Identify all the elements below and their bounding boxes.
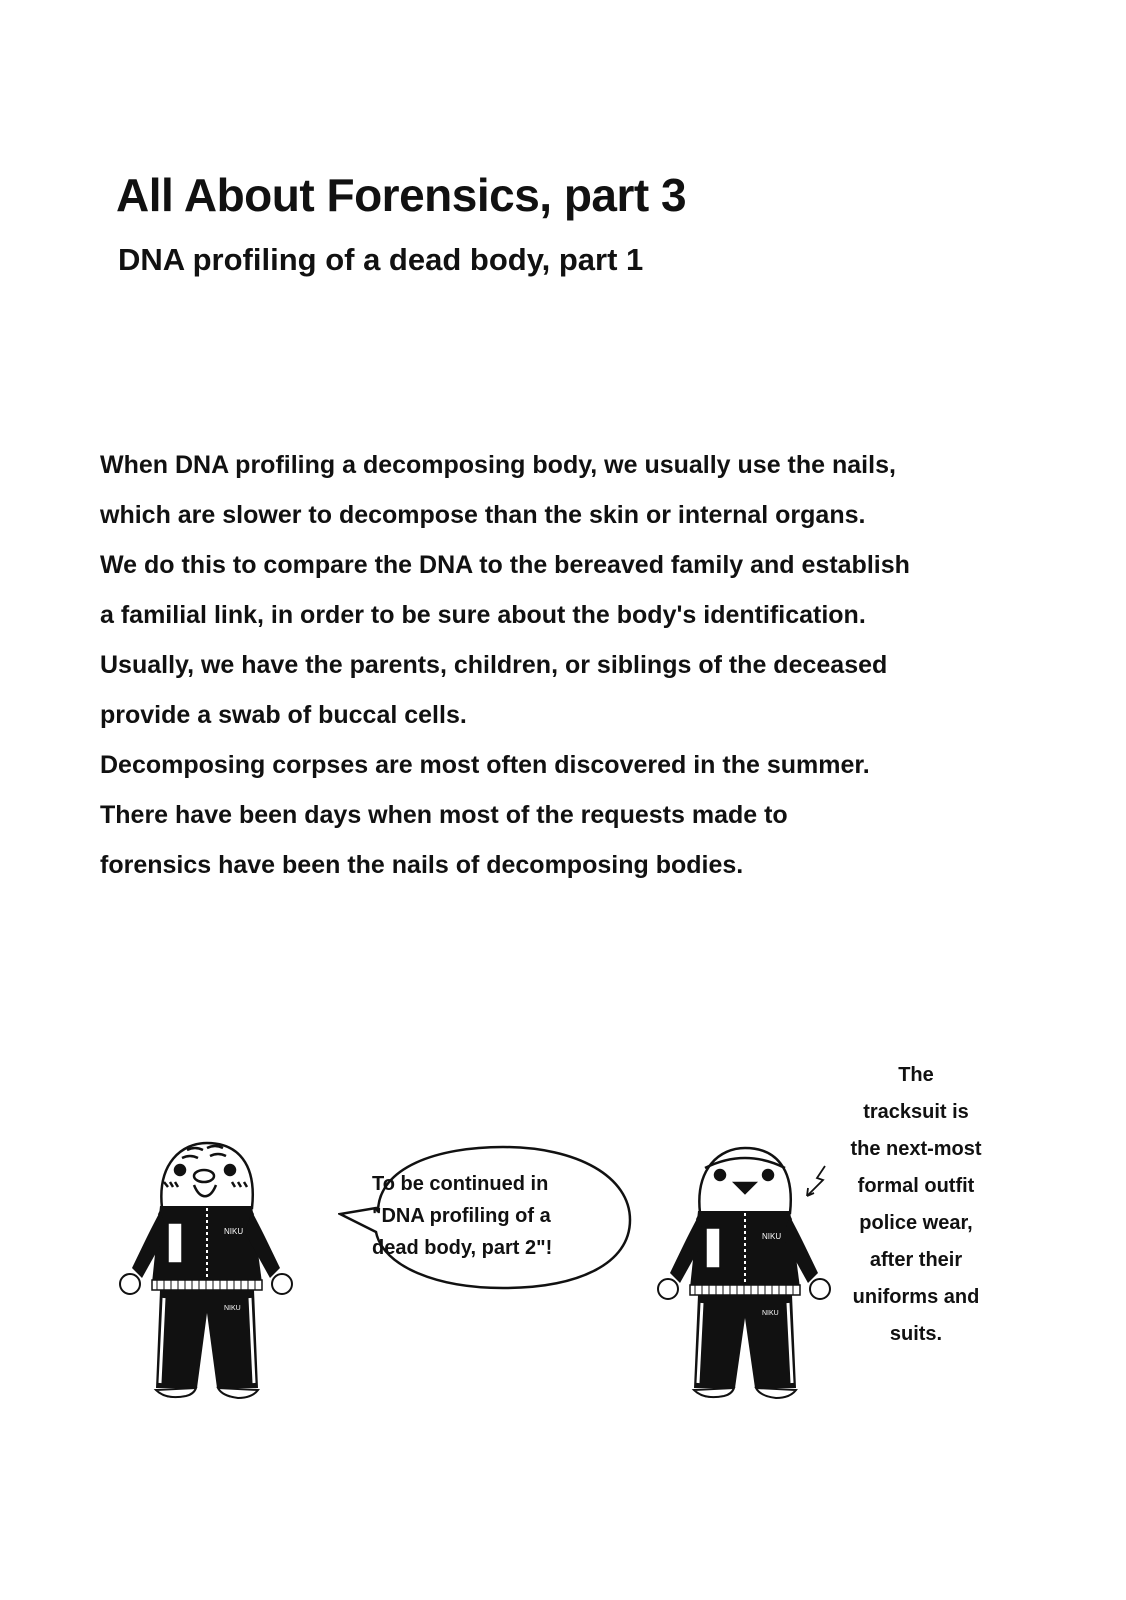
side-note-line: uniforms and (852, 1286, 980, 1308)
body-line: Decomposing corpses are most often discovered in the summer. (100, 751, 870, 779)
page-subtitle: DNA profiling of a dead body, part 1 (118, 242, 644, 277)
right-pants-logo: NIKU (762, 1310, 779, 1317)
body-line: There have been days when most of the requests made to (100, 801, 788, 829)
body-line: When DNA profiling a decomposing body, we usually use the nails, (100, 451, 896, 479)
side-note-line: The (898, 1064, 934, 1086)
speech-line: To be continued in (372, 1173, 549, 1195)
body-line: forensics have been the nails of decomposing bodies. (100, 851, 744, 879)
left-pants-logo: NIKU (224, 1305, 241, 1312)
pointer-arrow-icon (795, 1160, 835, 1200)
left-budgie-character (112, 1138, 302, 1408)
body-line: a familial link, in order to be sure about the body's identification. (100, 601, 866, 629)
side-note (836, 1057, 996, 1353)
body-line: We do this to compare the DNA to the bereaved family and establish (100, 551, 910, 579)
side-note-line: formal outfit (857, 1175, 975, 1197)
right-jacket-logo: NIKU (762, 1232, 782, 1241)
body-paragraph (100, 440, 1030, 890)
left-jacket-logo: NIKU (224, 1227, 244, 1236)
side-note-line: after their (869, 1249, 963, 1271)
side-note-line: suits. (889, 1323, 943, 1345)
page-title: All About Forensics, part 3 (116, 169, 687, 221)
body-line: which are slower to decompose than the skin or internal organs. (100, 501, 866, 529)
speech-line: "DNA profiling of a (372, 1205, 551, 1227)
body-line: Usually, we have the parents, children, or siblings of the deceased (100, 651, 888, 679)
body-line: provide a swab of buccal cells. (100, 701, 467, 729)
speech-bubble-text (372, 1168, 612, 1264)
side-note-line: tracksuit is (863, 1101, 969, 1123)
side-note-line: the next-most (850, 1138, 982, 1160)
side-note-line: police wear, (859, 1212, 973, 1234)
speech-line: dead body, part 2"! (372, 1237, 553, 1259)
